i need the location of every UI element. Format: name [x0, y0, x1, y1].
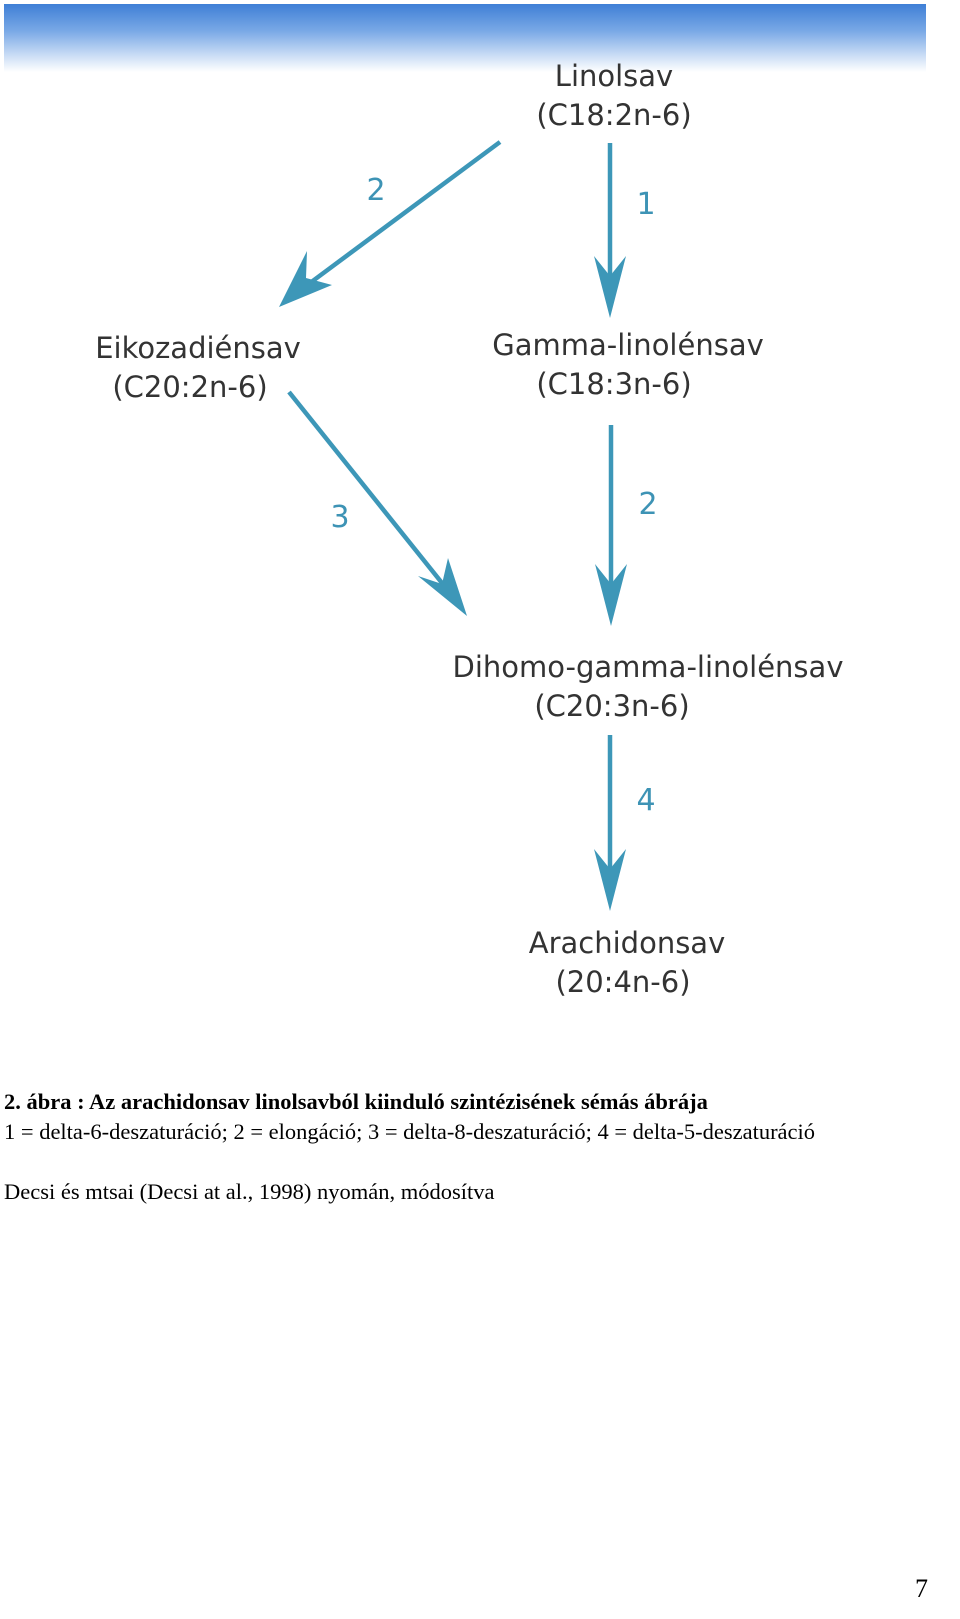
step-label: 4 [636, 783, 656, 818]
page-number: 7 [915, 1574, 928, 1603]
node-name: Dihomo-gamma-linolénsav [452, 650, 844, 684]
node-name: Gamma-linolénsav [492, 328, 764, 362]
caption-source: Decsi és mtsai (Decsi at al., 1998) nyomán, módosítva [4, 1179, 495, 1204]
node-dihomo-gamma-linolensav [453, 650, 844, 723]
arrow-eikozadiensav-to-dihomo [289, 392, 467, 616]
node-eikozadiensav [95, 331, 301, 404]
arrow-dihomo-to-arachidonsav [594, 735, 626, 911]
node-formula: (C20:3n-6) [534, 689, 690, 723]
node-formula: (C18:2n-6) [536, 98, 692, 132]
step-label: 3 [330, 500, 350, 535]
caption-title: 2. ábra : Az arachidonsav linolsavból kiinduló szintézisének sémás ábrája [4, 1089, 708, 1114]
node-arachidonsav [529, 926, 726, 999]
step-label: 1 [636, 187, 656, 222]
node-formula: (C20:2n-6) [112, 370, 268, 404]
node-formula: (20:4n-6) [555, 965, 691, 999]
node-name: Arachidonsav [528, 926, 726, 960]
step-label: 2 [638, 487, 658, 522]
node-linolsav [536, 59, 691, 132]
arrow-linolsav-to-gamma [594, 143, 626, 318]
node-name: Linolsav [554, 59, 674, 93]
step-label: 2 [366, 173, 386, 208]
node-formula: (C18:3n-6) [536, 367, 692, 401]
arrow-linolsav-to-eikozadiensav [279, 142, 500, 307]
figure-caption [4, 1087, 924, 1207]
arrow-gamma-to-dihomo [595, 425, 627, 626]
node-name: Eikozadiénsav [95, 331, 301, 365]
caption-legend: 1 = delta-6-deszaturáció; 2 = elongáció; 3 = delta-8-deszaturáció; 4 = delta-5-deszaturáció [4, 1119, 816, 1144]
node-gamma-linolensav [492, 328, 764, 401]
